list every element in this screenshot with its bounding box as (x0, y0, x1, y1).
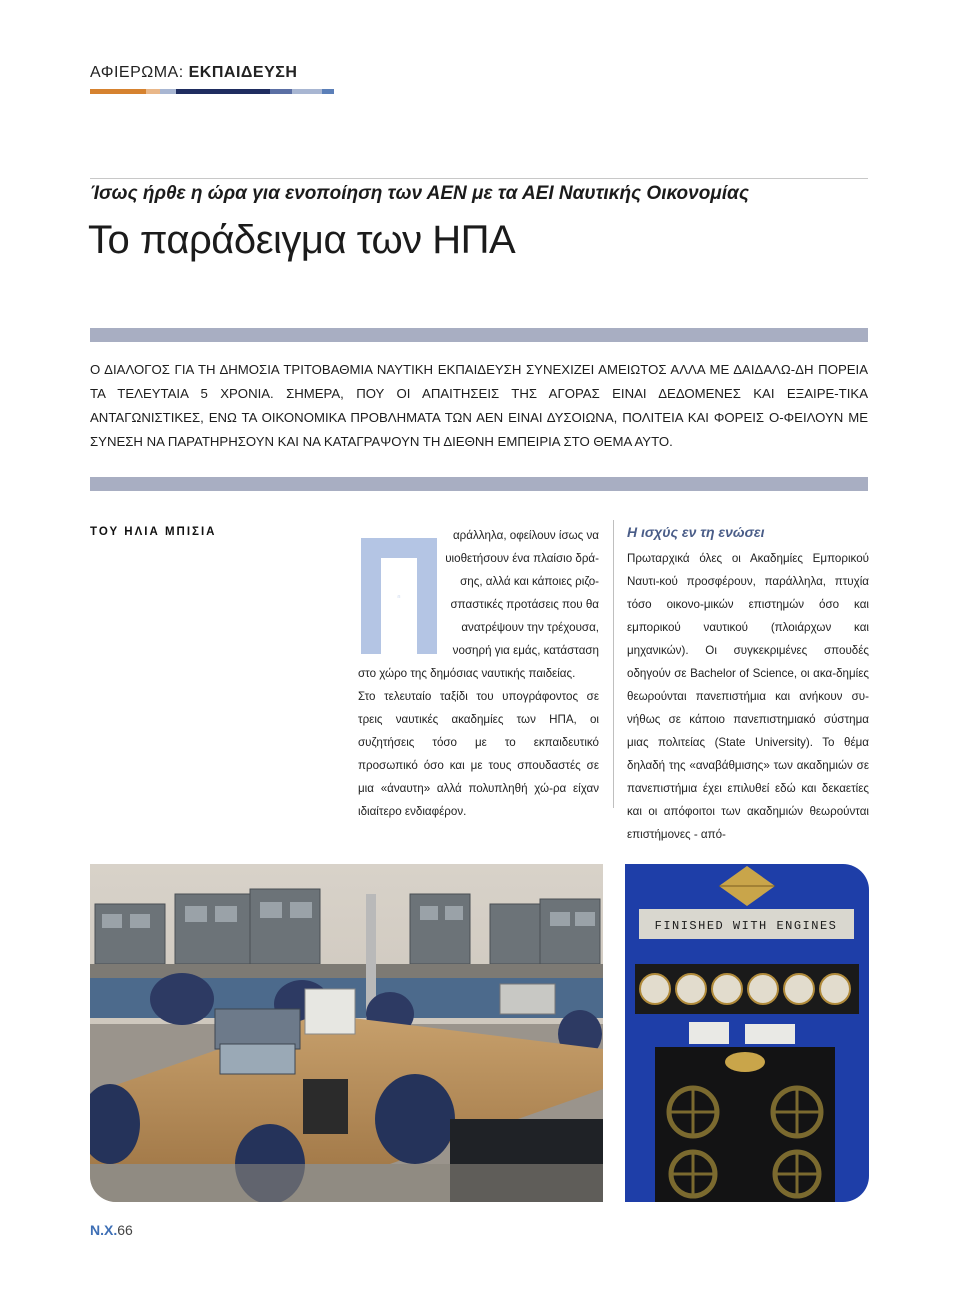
section-color-bar (90, 89, 334, 94)
section-label: ΑΦΙΕΡΩΜΑ: (90, 64, 184, 81)
color-segment (90, 89, 146, 94)
divider (90, 178, 868, 179)
display-illustration (625, 864, 869, 1202)
text-line: νοσηρή για εμάς, κατάσταση (452, 644, 599, 657)
paragraph: Στο τελευταίο ταξίδι του υπογράφοντος σε τρεις ναυτικές ακαδημίες των ΗΠΑ, οι συζητήσεις τόσο με το εκπαιδευτικό προσωπικό όσο και με τους σπουδαστές σε μια «άναυτη» αλλά πολυπληθή χώ-ρα είχαν ιδιαίτερο ενδιαφέρον. (358, 690, 599, 818)
article-title: Το παράδειγμα των ΗΠΑ (88, 218, 516, 262)
dropcap-letter: Π (397, 594, 401, 599)
section-header (90, 64, 297, 82)
column-2-heading: Η ισχύς εν τη ενώσει (627, 524, 765, 540)
paragraph: στο χώρο της δημόσιας ναυτικής παιδείας. (358, 667, 576, 680)
color-segment (146, 89, 160, 94)
photo-lab-classroom (90, 864, 603, 1202)
lead-bottom-bar (90, 477, 868, 491)
text-line: σπαστικές προτάσεις που θα (450, 598, 599, 611)
paragraph: Πρωταρχικά όλες οι Ακαδημίες Εμπορικού Ναυτι-κού προσφέρουν, παράλληλα, πτυχία τόσο οικονο-μικών επιστημών όσο και εμπορικού ναυτικού (πλοιάρχων και μηχανικών). Οι συγκεκριμένες σπουδές οδηγούν σε Bachelor of Science, οι ακα-δημίες θεωρούνται πανεπιστήμια και ανήκουν συ-νήθως σε κάποιο πανεπιστημιακό σύστημα μιας πολιτείας (State University). Το θέμα δηλαδή της «αναβάθμισης» των ακαδημιών σε πανεπιστήμια έχει επιλυθεί εδώ και δεκαετίες και οι απόφοιτοι των ακαδημιών θεωρούνται επιστήμονες - από- (627, 552, 869, 841)
dropcap (361, 538, 437, 654)
color-segment (176, 89, 270, 94)
text-line: υιοθετήσουν ένα πλαίσιο δρά- (445, 552, 599, 565)
column-divider (613, 520, 614, 808)
column-1-body (358, 662, 599, 823)
text-line: σης, αλλά και κάποιες ριζο- (460, 575, 599, 588)
magazine-mark: Ν.Χ. (90, 1222, 118, 1238)
photo-engine-room-display (625, 864, 869, 1202)
lead-top-bar (90, 328, 868, 342)
color-segment (160, 89, 176, 94)
color-segment (270, 89, 292, 94)
article-subtitle: Ίσως ήρθε η ώρα για ενοποίηση των ΑΕΝ με τα ΑΕΙ Ναυτικής Οικονομίας (90, 183, 749, 204)
color-segment (292, 89, 322, 94)
column-1-top (443, 524, 599, 662)
text-line: ανατρέψουν την τρέχουσα, (461, 621, 599, 634)
column-2-body (627, 547, 869, 846)
byline: ΤΟΥ ΗΛΙΑ ΜΠΙΣΙΑ (90, 526, 217, 538)
color-segment (322, 89, 334, 94)
lab-illustration (90, 864, 603, 1202)
article-lead: Ο ΔΙΑΛΟΓΟΣ ΓΙΑ ΤΗ ΔΗΜΟΣΙΑ ΤΡΙΤΟΒΑΘΜΙΑ ΝΑΥΤΙΚΗ ΕΚΠΑΙΔΕΥΣΗ ΣΥΝΕΧΙΖΕΙ ΑΜΕΙΩΤΟΣ ΑΛΛΑ ΜΕ ΔΑΙΔΑΛΩ-ΔΗ ΠΟΡΕΙΑ ΤΑ ΤΕΛΕΥΤΑΙΑ 5 ΧΡΟΝΙΑ. ΣΗΜΕΡΑ, ΠΟΥ ΟΙ ΑΠΑΙΤΗΣΕΙΣ ΤΗΣ ΑΓΟΡΑΣ ΕΙΝΑΙ ΔΕΔΟΜΕΝΕΣ ΚΑΙ ΕΞΑΙΡΕ-ΤΙΚΑ ΑΝΤΑΓΩΝΙΣΤΙΚΕΣ, ΕΝΩ ΤΑ ΟΙΚΟΝΟΜΙΚΑ ΠΡΟΒΛΗΜΑΤΑ ΤΩΝ ΑΕΝ ΕΙΝΑΙ ΔΥΣΟΙΩΝΑ, ΠΟΛΙΤΕΙΑ ΚΑΙ ΦΟΡΕΙΣ Ο-ΦΕΙΛΟΥΝ ΜΕ ΣΥΝΕΣΗ ΝΑ ΠΑΡΑΤΗΡΗΣΟΥΝ ΚΑΙ ΝΑ ΚΑΤΑΓΡΑΨΟΥΝ ΤΗ ΔΙΕΘΝΗ ΕΜΠΕΙΡΙΑ ΣΤΟ ΘΕΜΑ ΑΥΤΟ. (90, 362, 868, 449)
sign-text: FINISHED WITH ENGINES (654, 919, 838, 933)
text-line: αράλληλα, οφείλουν ίσως να (452, 529, 599, 542)
page-footer (90, 1222, 133, 1238)
page-number: 66 (117, 1222, 133, 1238)
section-topic: ΕΚΠΑΙΔΕΥΣΗ (188, 64, 298, 81)
